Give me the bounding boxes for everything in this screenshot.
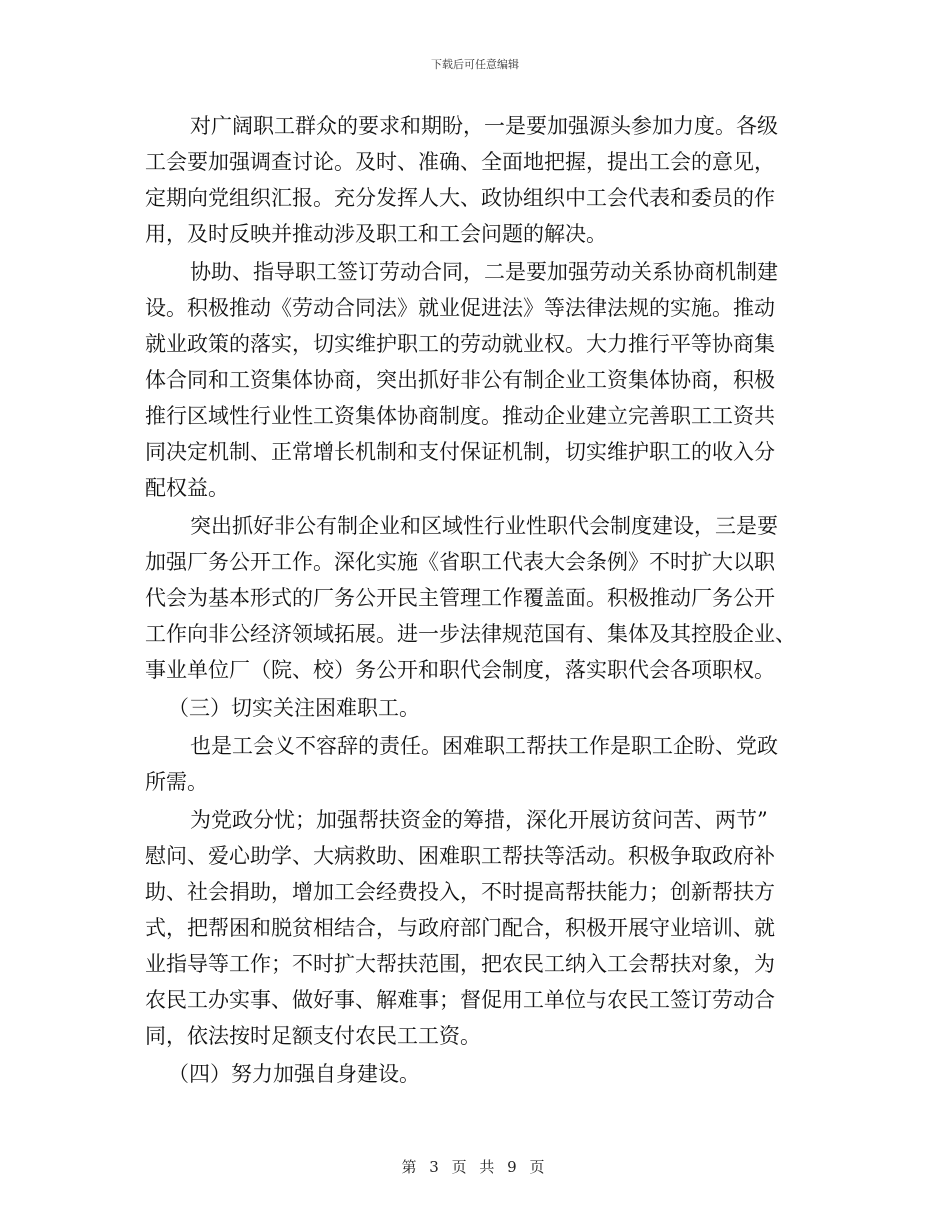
- text-line: 工作向非公经济领域拓展。进一步法律规范国有、集体及其控股企业、: [145, 622, 796, 646]
- text-line: 加强厂务公开工作。深化实施《省职工代表大会条例》不时扩大以职: [145, 550, 775, 574]
- text-line: 定期向党组织汇报。充分发挥人大、政协组织中工会代表和委员的作: [145, 186, 775, 210]
- text-line: 同决定机制、正常增长机制和支付保证机制，切实维护职工的收入分: [145, 440, 775, 464]
- section-heading: （三）切实关注困难职工。: [168, 696, 420, 720]
- text-line: 就业政策的落实，切实维护职工的劳动就业权。大力推行平等协商集: [145, 332, 775, 356]
- text-line: 也是工会义不容辞的责任。困难职工帮扶工作是职工企盼、党政: [190, 734, 778, 758]
- text-line: 业指导等工作；不时扩大帮扶范围，把农民工纳入工会帮扶对象，为: [145, 952, 775, 976]
- section-heading: （四）努力加强自身建设。: [168, 1062, 420, 1086]
- text-line: 协助、指导职工签订劳动合同，二是要加强劳动关系协商机制建: [190, 260, 778, 284]
- text-line: 代会为基本形式的厂务公开民主管理工作覆盖面。积极推动厂务公开: [145, 586, 775, 610]
- text-line: 配权益。: [145, 476, 229, 500]
- text-line: 所需。: [145, 770, 208, 794]
- text-line: 式，把帮困和脱贫相结合，与政府部门配合，积极开展守业培训、就: [145, 916, 775, 940]
- text-line: 为党政分忧；加强帮扶资金的筹措，深化开展访贫问苦、两节”: [190, 808, 768, 832]
- text-line: 农民工办实事、做好事、解难事；督促用工单位与农民工签订劳动合: [145, 988, 775, 1012]
- text-line: 事业单位厂（院、校）务公开和职代会制度，落实职代会各项职权。: [145, 658, 775, 682]
- text-line: 体合同和工资集体协商，突出抓好非公有制企业工资集体协商，积极: [145, 368, 775, 392]
- text-line: 推行区域性行业性工资集体协商制度。推动企业建立完善职工工资共: [145, 404, 775, 428]
- text-line: 助、社会捐助，增加工会经费投入，不时提高帮扶能力；创新帮扶方: [145, 880, 775, 904]
- text-line: 突出抓好非公有制企业和区域性行业性职代会制度建设，三是要: [190, 514, 778, 538]
- text-line: 同，依法按时足额支付农民工工资。: [145, 1024, 481, 1048]
- header-note: 下载后可任意编辑: [431, 58, 519, 71]
- text-line: 对广阔职工群众的要求和期盼，一是要加强源头参加力度。各级: [190, 114, 778, 138]
- text-line: 用，及时反映并推动涉及职工和工会问题的解决。: [145, 222, 607, 246]
- text-line: 工会要加强调查讨论。及时、准确、全面地把握，提出工会的意见，: [145, 150, 775, 174]
- page-number: 第 3 页 共 9 页: [401, 1158, 549, 1176]
- text-line: 慰问、爱心助学、大病救助、困难职工帮扶等活动。积极争取政府补: [145, 844, 775, 868]
- text-line: 设。积极推动《劳动合同法》就业促进法》等法律法规的实施。推动: [145, 296, 775, 320]
